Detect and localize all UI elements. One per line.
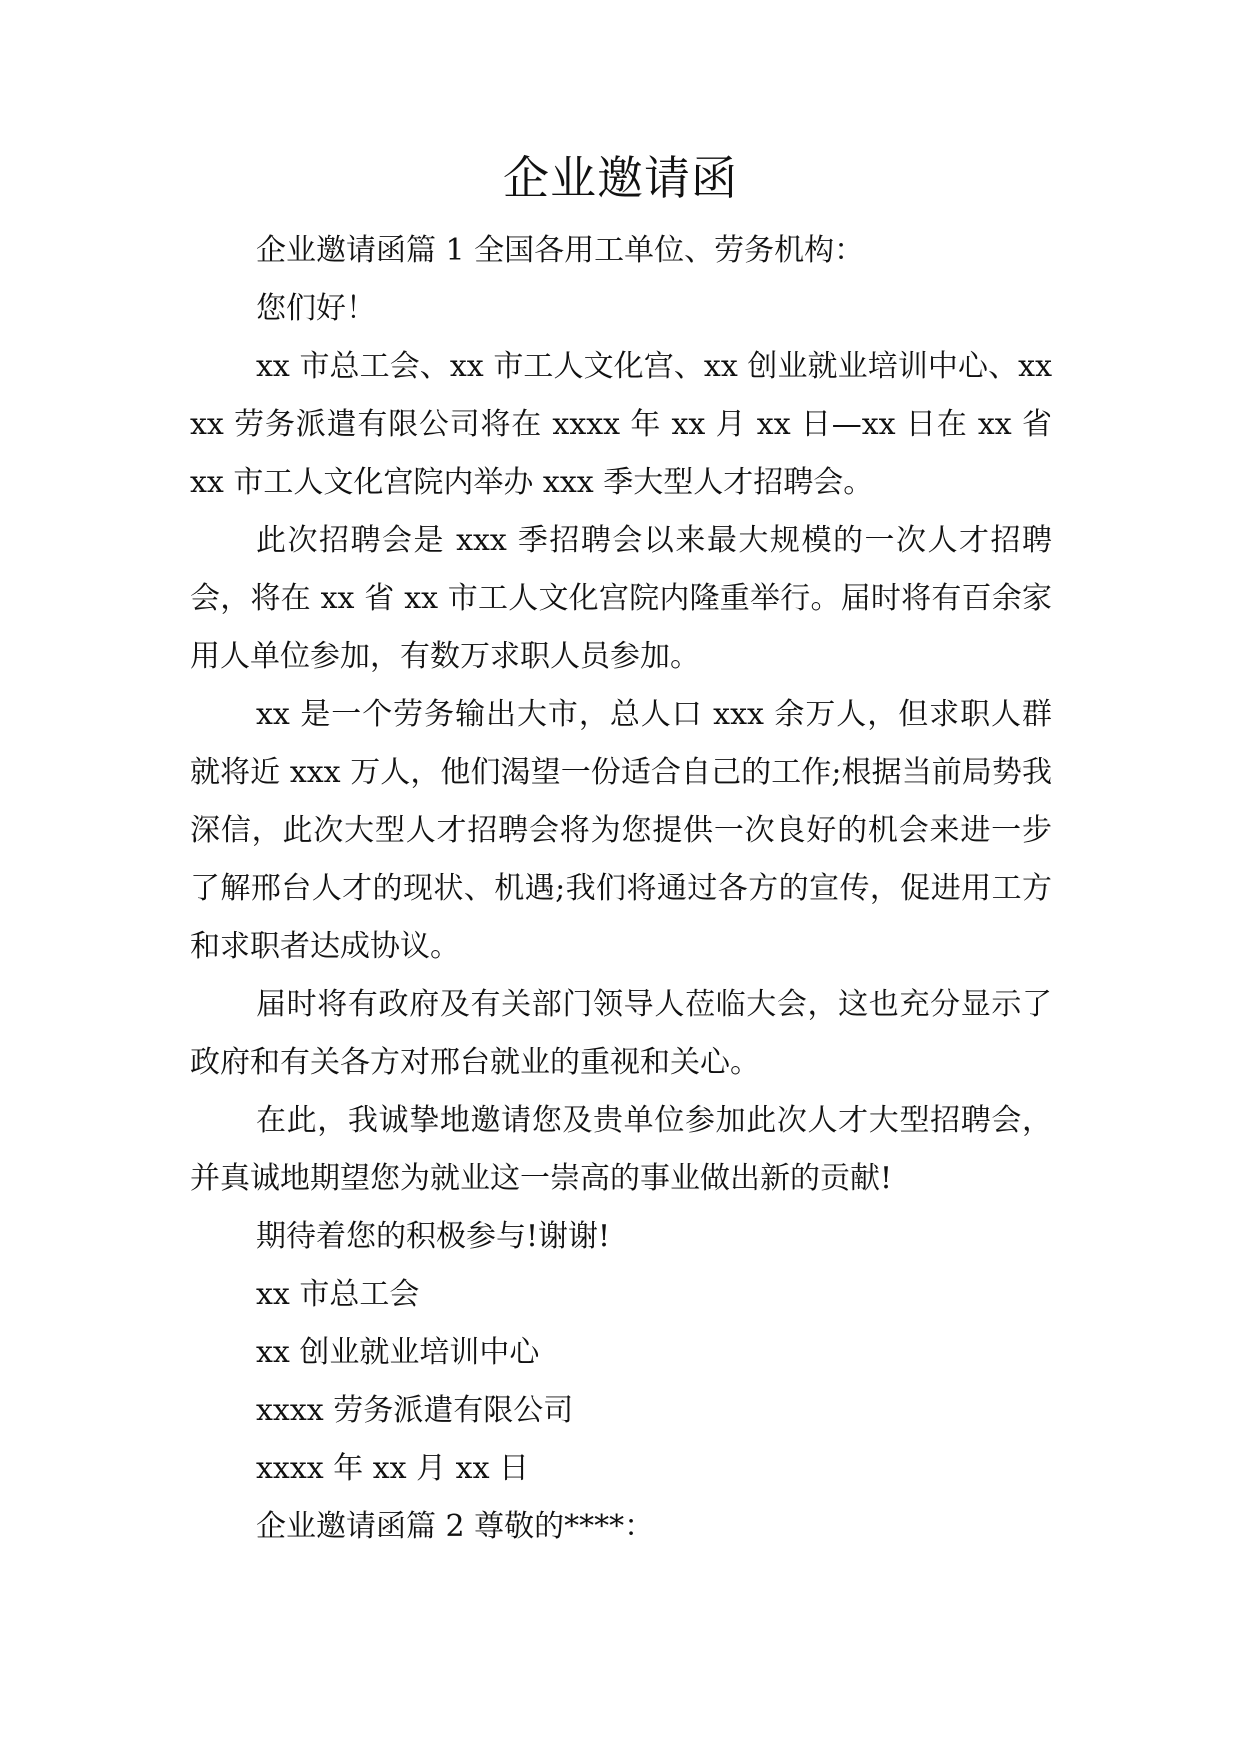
document-title: 企业邀请函 <box>503 151 738 205</box>
paragraph-closing: 期待着您的积极参与!谢谢! <box>256 1219 611 1254</box>
paragraph-officials: 届时将有政府及有关部门领导人莅临大会，这也充分显示了政府和有关各方对邢台就业的重视和关心。 <box>190 987 1052 1080</box>
paragraph-greeting: 您们好！ <box>256 291 376 326</box>
signature-company: xxxx 劳务派遣有限公司 <box>256 1393 574 1428</box>
paragraph-scale: 此次招聘会是 xxx 季招聘会以来最大规模的一次人才招聘会，将在 xx 省 xx 市工人文化宫院内隆重举行。届时将有百余家用人单位参加，有数万求职人员参加。 <box>190 523 1052 674</box>
paragraph-invitation: 在此，我诚挚地邀请您及贵单位参加此次人才大型招聘会，并真诚地期望您为就业这一崇高的事业做出新的贡献! <box>190 1103 1052 1196</box>
signature-training-center: xx 创业就业培训中心 <box>256 1335 540 1370</box>
paragraph-background: xx 是一个劳务输出大市，总人口 xxx 余万人，但求职人群就将近 xxx 万人，他们渴望一份适合自己的工作;根据当前局势我深信，此次大型人才招聘会将为您提供一次良好的机会来进一步了解邢台人才的现状、机遇;我们将通过各方的宣传，促进用工方和求职者达成协议。 <box>190 697 1052 964</box>
signature-union: xx 市总工会 <box>256 1277 420 1312</box>
paragraph-heading-2: 企业邀请函篇 2 尊敬的****： <box>256 1509 655 1544</box>
document-body <box>190 222 1052 1556</box>
paragraph-announcement: xx 市总工会、xx 市工人文化宫、xx 创业就业培训中心、xxxx 劳务派遣有限公司将在 xxxx 年 xx 月 xx 日—xx 日在 xx 省 xx 市工人文化宫院内举办 xxx 季大型人才招聘会。 <box>190 349 1052 500</box>
paragraph-heading-1: 企业邀请函篇 1 全国各用工单位、劳务机构： <box>256 233 865 268</box>
signature-date: xxxx 年 xx 月 xx 日 <box>256 1451 530 1486</box>
